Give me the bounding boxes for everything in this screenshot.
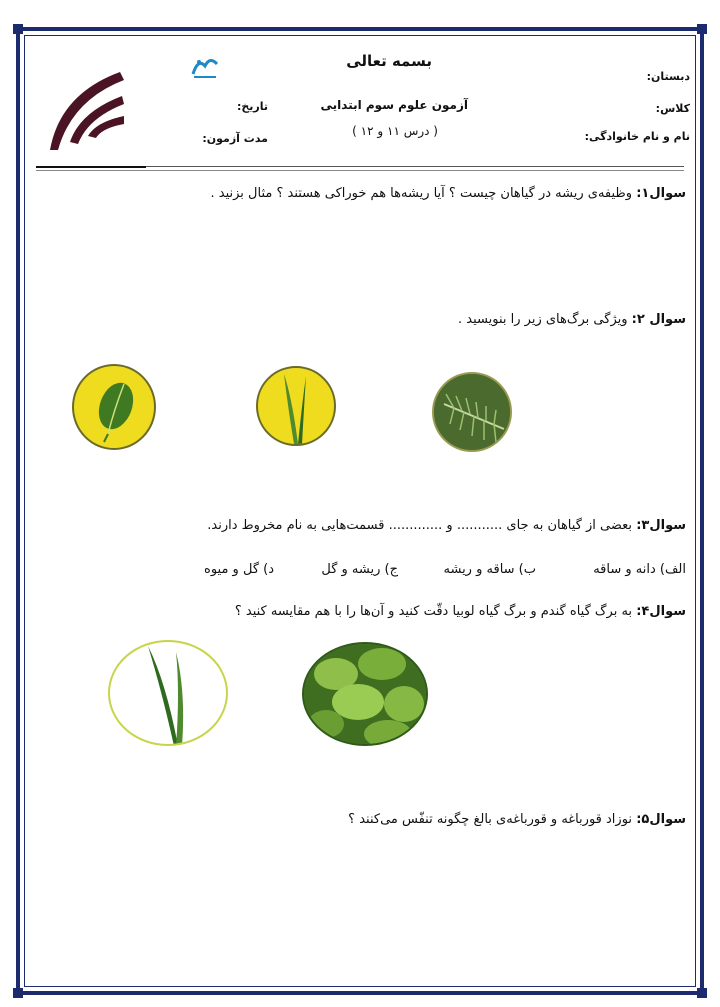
- duration-label: مدت آزمون:: [202, 132, 268, 145]
- header-divider: [36, 170, 684, 171]
- option-d[interactable]: د) گل و میوه: [204, 562, 274, 577]
- corner-ornament: [697, 24, 707, 34]
- question-label: سوال۱:: [636, 186, 686, 201]
- corner-ornament: [13, 988, 23, 998]
- question-text: ویژگی برگ‌های زیر را بنویسید .: [458, 312, 628, 327]
- lessons-label: ( درس ۱۱ و ۱۲ ): [352, 124, 438, 138]
- question-4: [235, 604, 686, 619]
- wheat-leaf-image: [108, 640, 228, 746]
- class-label: کلاس:: [655, 102, 690, 115]
- option-a[interactable]: الف) دانه و ساقه: [593, 562, 686, 577]
- leaf-image-broad: [72, 364, 156, 450]
- bean-leaf-image: [302, 642, 428, 746]
- question-3: [207, 518, 686, 533]
- conifer-branch-image: [432, 372, 512, 452]
- divider-accent: [36, 166, 146, 168]
- school-logo: [42, 64, 132, 154]
- option-c[interactable]: ج) ریشه و گل: [321, 562, 398, 577]
- question-5: [348, 812, 686, 827]
- question-text: به برگ گیاه گندم و برگ گیاه لوبیا دقّت کنید و آن‌ها را با هم مقایسه کنید ؟: [234, 604, 633, 619]
- school-label: دبستان:: [646, 70, 690, 83]
- publisher-logo: [190, 54, 220, 80]
- name-label: نام و نام خانوادگی:: [584, 130, 690, 143]
- question-label: سوال ۲:: [631, 312, 686, 327]
- question-label: سوال۴:: [636, 604, 686, 619]
- question-2: [458, 312, 686, 327]
- question-label: سوال۵:: [636, 812, 686, 827]
- leaf-image-narrow: [256, 366, 336, 446]
- question-text: بعضی از گیاهان به جای ........... و ............. قسمت‌هایی به نام مخروط دارند.: [207, 518, 633, 533]
- question-text: وظیفه‌ی ریشه در گیاهان چیست ؟ آیا ریشه‌ها هم خوراکی هستند ؟ مثال بزنید .: [210, 186, 633, 201]
- question-1: [210, 186, 686, 201]
- corner-ornament: [13, 24, 23, 34]
- question-label: سوال۳:: [636, 518, 686, 533]
- page-border-inner: [24, 35, 696, 987]
- exam-title: آزمون علوم سوم ابتدایی: [320, 98, 468, 112]
- corner-ornament: [697, 988, 707, 998]
- option-b[interactable]: ب) ساقه و ریشه: [443, 562, 536, 577]
- question-text: نوزاد قورباغه و قورباغه‌ی بالغ چگونه تنفّس می‌کنند ؟: [348, 812, 633, 827]
- page-title: بسمه تعالی: [346, 52, 432, 70]
- date-label: تاریخ:: [236, 100, 268, 113]
